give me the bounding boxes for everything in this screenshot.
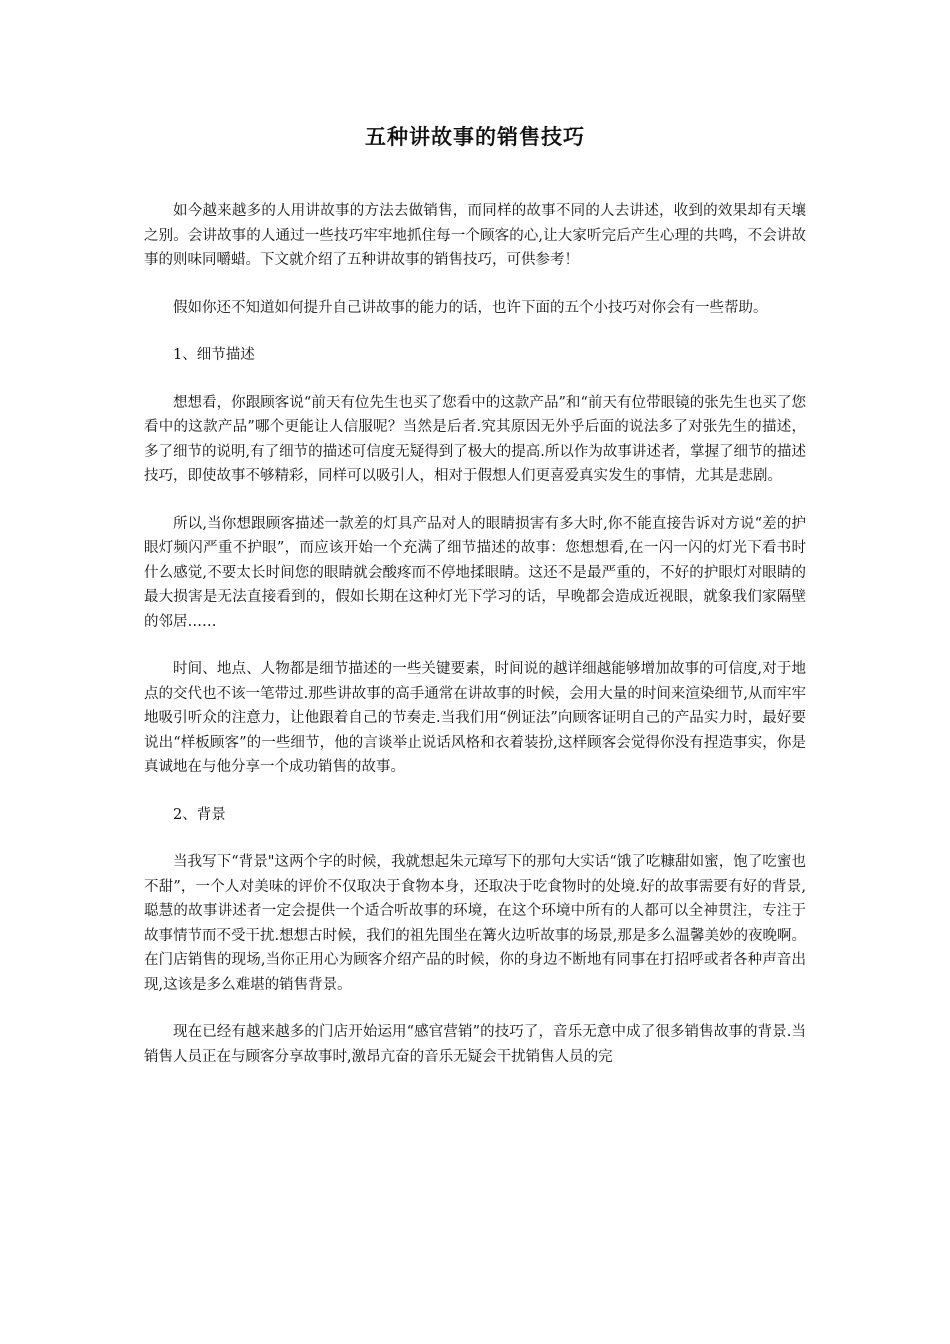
section-heading-background: 2、背景: [173, 806, 226, 823]
paragraph-detail-example: 想想看，你跟顾客说“前天有位先生也买了您看中的这款产品”和“前天有位带眼镜的张先生也买了您看中的这款产品”哪个更能让人信服呢？当然是后者.究其原因无外乎后面的说法多了对张先生的描述，多了细节的说明,有了细节的描述可信度无疑得到了极大的提高.所以作为故事讲述者，掌握了细节的描述技巧，即使故事不够精彩，同样可以吸引人，相对于假想人们更喜爱真实发生的事情，尤其是悲剧。: [144, 394, 806, 484]
document-title: 五种讲故事的销售技巧: [365, 124, 585, 149]
paragraph-intro: 如今越来越多的人用讲故事的方法去做销售，而同样的故事不同的人去讲述，收到的效果却有天壤之别。会讲故事的人通过一些技巧牢牢地抓住每一个顾客的心,让大家听完后产生心理的共鸣，不会讲故事的则味同嚼蜡。下文就介绍了五种讲故事的销售技巧，可供参考！: [144, 203, 806, 268]
document-body: [144, 199, 806, 1092]
paragraph-lamp-story: 所以,当你想跟顾客描述一款差的灯具产品对人的眼睛损害有多大时,你不能直接告诉对方说“差的护眼灯频闪严重不护眼”，而应该开始一个充满了细节描述的故事：您想想看,在一闪一闪的灯光下看书时什么感觉,不要太长时间您的眼睛就会酸疼而不停地揉眼睛。这还不是最严重的，不好的护眼灯对眼睛的最大损害是无法直接看到的，假如长期在这种灯光下学习的话，早晚都会造成近视眼，就象我们家隔壁的邻居……: [144, 515, 806, 630]
paragraph-background: 当我写下“背景"这两个字的时候，我就想起朱元璋写下的那句大实话“饿了吃糠甜如蜜，饱了吃蜜也不甜”，一个人对美味的评价不仅取决于食物本身，还取决于吃食物时的处境.好的故事需要有好的背景,聪慧的故事讲述者一定会提供一个适合听故事的环境，在这个环境中所有的人都可以全神贯注，专注于故事情节而不受干扰.想想古时候，我们的祖先围坐在篝火边听故事的场景,那是多么温馨美妙的夜晚啊。在门店销售的现场,当你正用心为顾客介绍产品的时候，你的身边不断地有同事在打招呼或者各种声音出现,这该是多么难堪的销售背景。: [144, 854, 806, 993]
paragraph-key-elements: 时间、地点、人物都是细节描述的一些关键要素，时间说的越详细越能够增加故事的可信度,对于地点的交代也不该一笔带过.那些讲故事的高手通常在讲故事的时候，会用大量的时间来渲染细节,从而牢牢地吸引听众的注意力，让他跟着自己的节奏走.当我们用“例证法”向顾客证明自己的产品实力时，最好要说出“样板顾客”的一些细节，他的言谈举止说话风格和衣着装扮,这样顾客会觉得你没有捏造事实，你是真诚地在与他分享一个成功销售的故事。: [144, 661, 806, 775]
section-heading-detail: 1、细节描述: [173, 347, 255, 363]
paragraph-sensory-marketing: 现在已经有越来越多的门店开始运用“感官营销”的技巧了，音乐无意中成了很多销售故事的背景.当销售人员正在与顾客分享故事时,激昂亢奋的音乐无疑会干扰销售人员的完: [144, 1024, 806, 1065]
paragraph-lead-in: 假如你还不知道如何提升自己讲故事的能力的话，也许下面的五个小技巧对你会有一些帮助。: [173, 299, 768, 316]
